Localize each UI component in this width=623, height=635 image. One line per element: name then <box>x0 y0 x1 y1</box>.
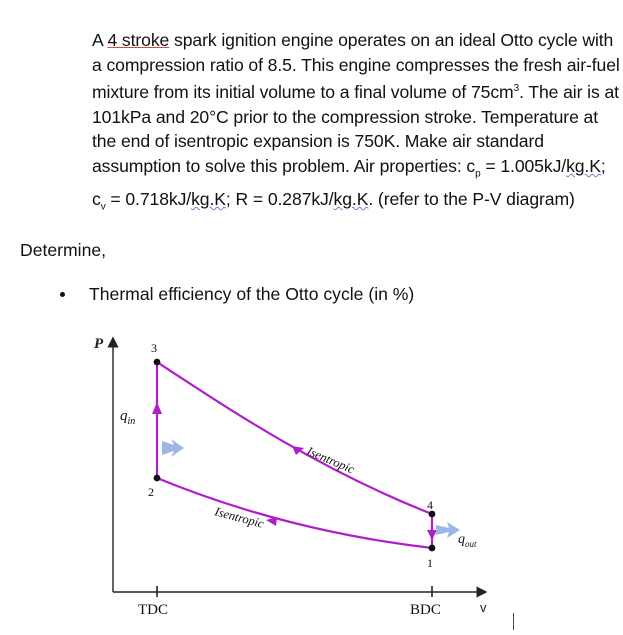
qout-direction-arrow <box>427 530 437 540</box>
four-stroke-phrase: 4 stroke <box>107 30 170 50</box>
question-bullet <box>60 284 414 305</box>
state-point-2 <box>154 475 161 482</box>
problem-text: ; R = 0.287kJ/ <box>225 188 334 209</box>
problem-text: = 0.718kJ/ <box>105 188 192 209</box>
compression-curve <box>157 478 432 548</box>
q-in-label: $q_{in}$ <box>120 408 136 427</box>
point-1-label: 1 <box>427 556 433 570</box>
expansion-direction-arrow <box>292 446 304 455</box>
determine-heading: Determine, <box>20 240 107 260</box>
qin-direction-arrow <box>152 402 162 414</box>
v-axis-label: v <box>480 600 487 615</box>
point-2-label: 2 <box>148 485 154 499</box>
problem-text: ; c <box>92 155 606 209</box>
heat-out-arrow-icon <box>436 522 460 538</box>
unit-kgk: kg.K <box>333 188 369 209</box>
q-out-label: $q_{out}$ <box>458 532 477 549</box>
problem-text: . The air is at 101kPa and 20°C prior to the compression stroke. Temperature at the end of isentropic expansion is 750K. Make air standard assumption to solve this problem. Air properties: c <box>92 82 619 176</box>
cv-subscript: v <box>100 201 106 213</box>
question-text: Thermal efficiency of the Otto cycle (in %) <box>89 284 415 304</box>
heat-in-arrow-icon <box>162 439 184 457</box>
unit-kgk: kg.K <box>566 155 601 176</box>
volume-exponent: 3 <box>513 83 520 95</box>
point-4-label: 4 <box>427 498 433 512</box>
state-point-1 <box>429 545 436 552</box>
tdc-label: TDC <box>138 602 168 618</box>
state-point-3 <box>154 359 161 366</box>
pv-diagram <box>80 328 520 628</box>
isentropic-compression-label: Isentropic <box>213 504 266 531</box>
isentropic-expansion-label: Isentropic <box>304 443 357 477</box>
compression-direction-arrow <box>266 517 277 526</box>
problem-text: = 1.005kJ/ <box>480 155 567 176</box>
expansion-curve <box>157 362 432 514</box>
problem-text: . (refer to the P-V diagram) <box>368 188 575 209</box>
unit-kgk: kg.K <box>191 188 226 209</box>
problem-statement <box>92 28 620 220</box>
problem-text: spark ignition engine operates on an ideal Otto cycle with a compression ratio of 8.5. This engine compresses the fresh air-fuel mixture from its initial volume to a final volume of 75cm <box>92 30 620 103</box>
text-cursor <box>513 613 514 630</box>
bdc-label: BDC <box>410 602 441 618</box>
problem-text: A <box>92 30 108 50</box>
p-axis-label: P <box>94 336 104 352</box>
point-3-label: 3 <box>151 341 157 355</box>
bullet-dot <box>60 292 65 297</box>
cp-subscript: p <box>475 168 481 180</box>
problem-paragraph <box>92 28 620 220</box>
